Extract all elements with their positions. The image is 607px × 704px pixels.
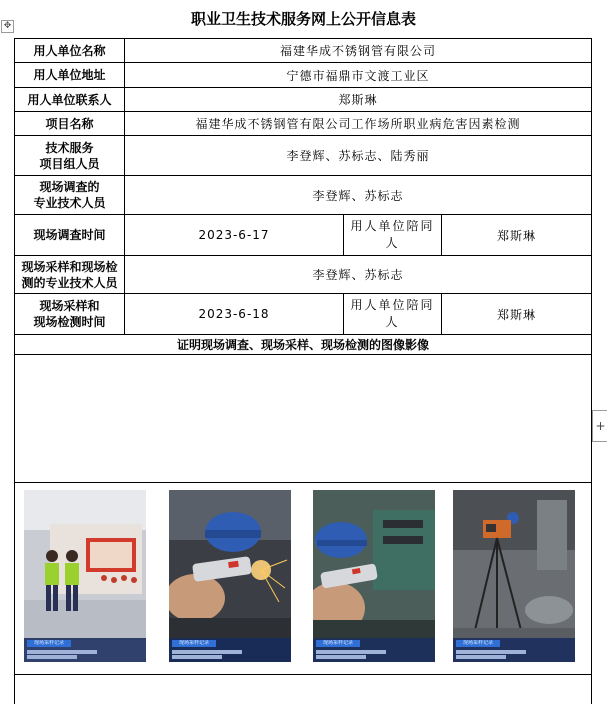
project-name-label: 项目名称 <box>15 112 125 136</box>
survey-escort-value: 郑斯琳 <box>442 215 592 256</box>
section-heading: 证明现场调查、现场采样、现场检测的图像影像 <box>15 335 592 355</box>
photo-caption: 现场采样记录 <box>456 640 500 647</box>
sampling-escort-label: 用人单位陪同人 <box>344 294 442 335</box>
sampling-staff-value: 李登辉、苏标志 <box>125 256 592 294</box>
site-photo-3 <box>313 490 435 662</box>
employer-contact-label: 用人单位联系人 <box>15 88 125 112</box>
blank-area <box>15 355 592 483</box>
workers-photo-image <box>24 490 146 662</box>
table-row <box>15 294 592 335</box>
employer-contact-value: 郑斯琳 <box>125 88 592 112</box>
employer-address-value: 宁德市福鼎市文渡工业区 <box>125 63 592 88</box>
employer-name-value: 福建华成不锈钢管有限公司 <box>125 39 592 63</box>
table-row <box>15 215 592 256</box>
photo-caption: 现场采样记录 <box>172 640 216 647</box>
table-border-left <box>14 482 15 704</box>
site-photo-4 <box>453 490 575 662</box>
sampling-date-value: 2023-6-18 <box>125 294 344 335</box>
survey-escort-label: 用人单位陪同人 <box>344 215 442 256</box>
photo-caption: 现场采样记录 <box>27 640 71 647</box>
blank-area-row <box>15 355 592 483</box>
site-photo-1 <box>24 490 146 662</box>
project-team-label: 技术服务 项目组人员 <box>15 136 125 176</box>
info-table <box>14 38 592 483</box>
device-machine-photo-image <box>313 490 435 662</box>
table-row <box>15 39 592 63</box>
table-row <box>15 335 592 355</box>
survey-staff-label: 现场调查的 专业技术人员 <box>15 176 125 215</box>
tripod-sampler-photo-image <box>453 490 575 662</box>
table-row <box>15 176 592 215</box>
table-row <box>15 63 592 88</box>
survey-date-value: 2023-6-17 <box>125 215 344 256</box>
page-title: 职业卫生技术服务网上公开信息表 <box>190 10 416 28</box>
survey-time-label: 现场调查时间 <box>15 215 125 256</box>
table-border-bottom <box>14 674 592 675</box>
table-row <box>15 88 592 112</box>
add-column-icon[interactable]: + <box>592 410 607 442</box>
photo-caption-bar <box>453 638 575 662</box>
photo-strip <box>24 490 576 662</box>
table-border-right <box>591 482 592 704</box>
sampling-time-label: 现场采样和 现场检测时间 <box>15 294 125 335</box>
site-photo-2 <box>169 490 291 662</box>
employer-address-label: 用人单位地址 <box>15 63 125 88</box>
table-row <box>15 112 592 136</box>
sampling-staff-label: 现场采样和现场检测的专业技术人员 <box>15 256 125 294</box>
table-move-handle-icon[interactable]: ✥ <box>1 20 14 33</box>
photo-caption-bar <box>313 638 435 662</box>
photo-caption-bar <box>169 638 291 662</box>
project-team-value: 李登辉、苏标志、陆秀丽 <box>125 136 592 176</box>
survey-staff-value: 李登辉、苏标志 <box>125 176 592 215</box>
device-sparks-photo-image <box>169 490 291 662</box>
employer-name-label: 用人单位名称 <box>15 39 125 63</box>
sampling-escort-value: 郑斯琳 <box>442 294 592 335</box>
project-name-value: 福建华成不锈钢管有限公司工作场所职业病危害因素检测 <box>125 112 592 136</box>
photo-caption-bar <box>24 638 146 662</box>
table-row <box>15 136 592 176</box>
photo-caption: 现场采样记录 <box>316 640 360 647</box>
table-row <box>15 256 592 294</box>
